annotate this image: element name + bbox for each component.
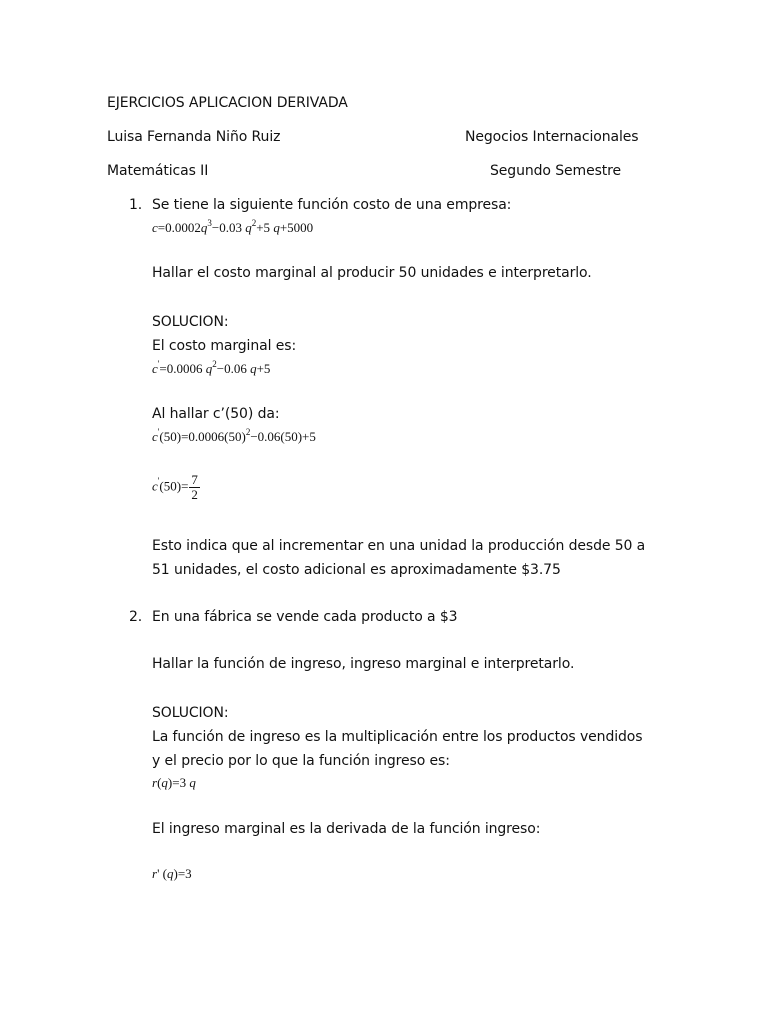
exercise-1-number: 1.	[129, 197, 143, 213]
exercise-1-conclusion-line-1: Esto indica que al incrementar en una unidad la producción desde 50 a	[152, 538, 646, 554]
course-name: Matemáticas II	[107, 163, 209, 179]
program-name: Negocios Internacionales	[465, 129, 639, 145]
author-name: Luisa Fernanda Niño Ruiz	[107, 129, 281, 145]
exercise-2-number: 2.	[129, 609, 143, 625]
evaluation-label: Al hallar c’(50) da:	[152, 406, 280, 422]
exercise-1-solution-heading: SOLUCION:	[152, 314, 229, 330]
marginal-cost-label: El costo marginal es:	[152, 338, 297, 354]
exercise-2-statement: En una fábrica se vende cada producto a $3	[152, 609, 458, 625]
result-fraction: $\frac{7}{2}$	[191, 472, 198, 502]
exercise-1-statement: Se tiene la siguiente función costo de una empresa:	[152, 197, 512, 213]
revenue-function-formula: r(q)=3 q	[152, 775, 196, 790]
cost-function-formula: $c=0.0002q^3-0.03$ $q^2+5$ q+5000	[152, 217, 314, 235]
marginal-cost-formula: c'=0.0006 $q^2-0.06$ q+5	[152, 358, 271, 376]
exercise-1-task: Hallar el costo marginal al producir 50 unidades e interpretarlo.	[152, 265, 592, 281]
evaluation-formula: $c'(50)=0.0006(50)^2-0.06(50)+5$	[152, 426, 316, 444]
evaluation-result: c'(50)= $\frac{7}{2}$	[152, 472, 198, 502]
exercise-2-explanation-line-1: La función de ingreso es la multiplicación entre los productos vendidos	[152, 729, 643, 745]
semester-label: Segundo Semestre	[490, 163, 622, 179]
exercise-2-explanation-line-2: y el precio por lo que la función ingreso es:	[152, 753, 450, 769]
exercise-2-task: Hallar la función de ingreso, ingreso marginal e interpretarlo.	[152, 656, 575, 672]
marginal-revenue-text: El ingreso marginal es la derivada de la función ingreso:	[152, 821, 541, 837]
marginal-revenue-formula: r' (q)=3	[152, 866, 192, 881]
document-title: EJERCICIOS APLICACION DERIVADA	[107, 95, 348, 111]
exercise-2-solution-heading: SOLUCION:	[152, 705, 229, 721]
exercise-1-conclusion-line-2: 51 unidades, el costo adicional es aproximadamente $3.75	[152, 562, 561, 578]
